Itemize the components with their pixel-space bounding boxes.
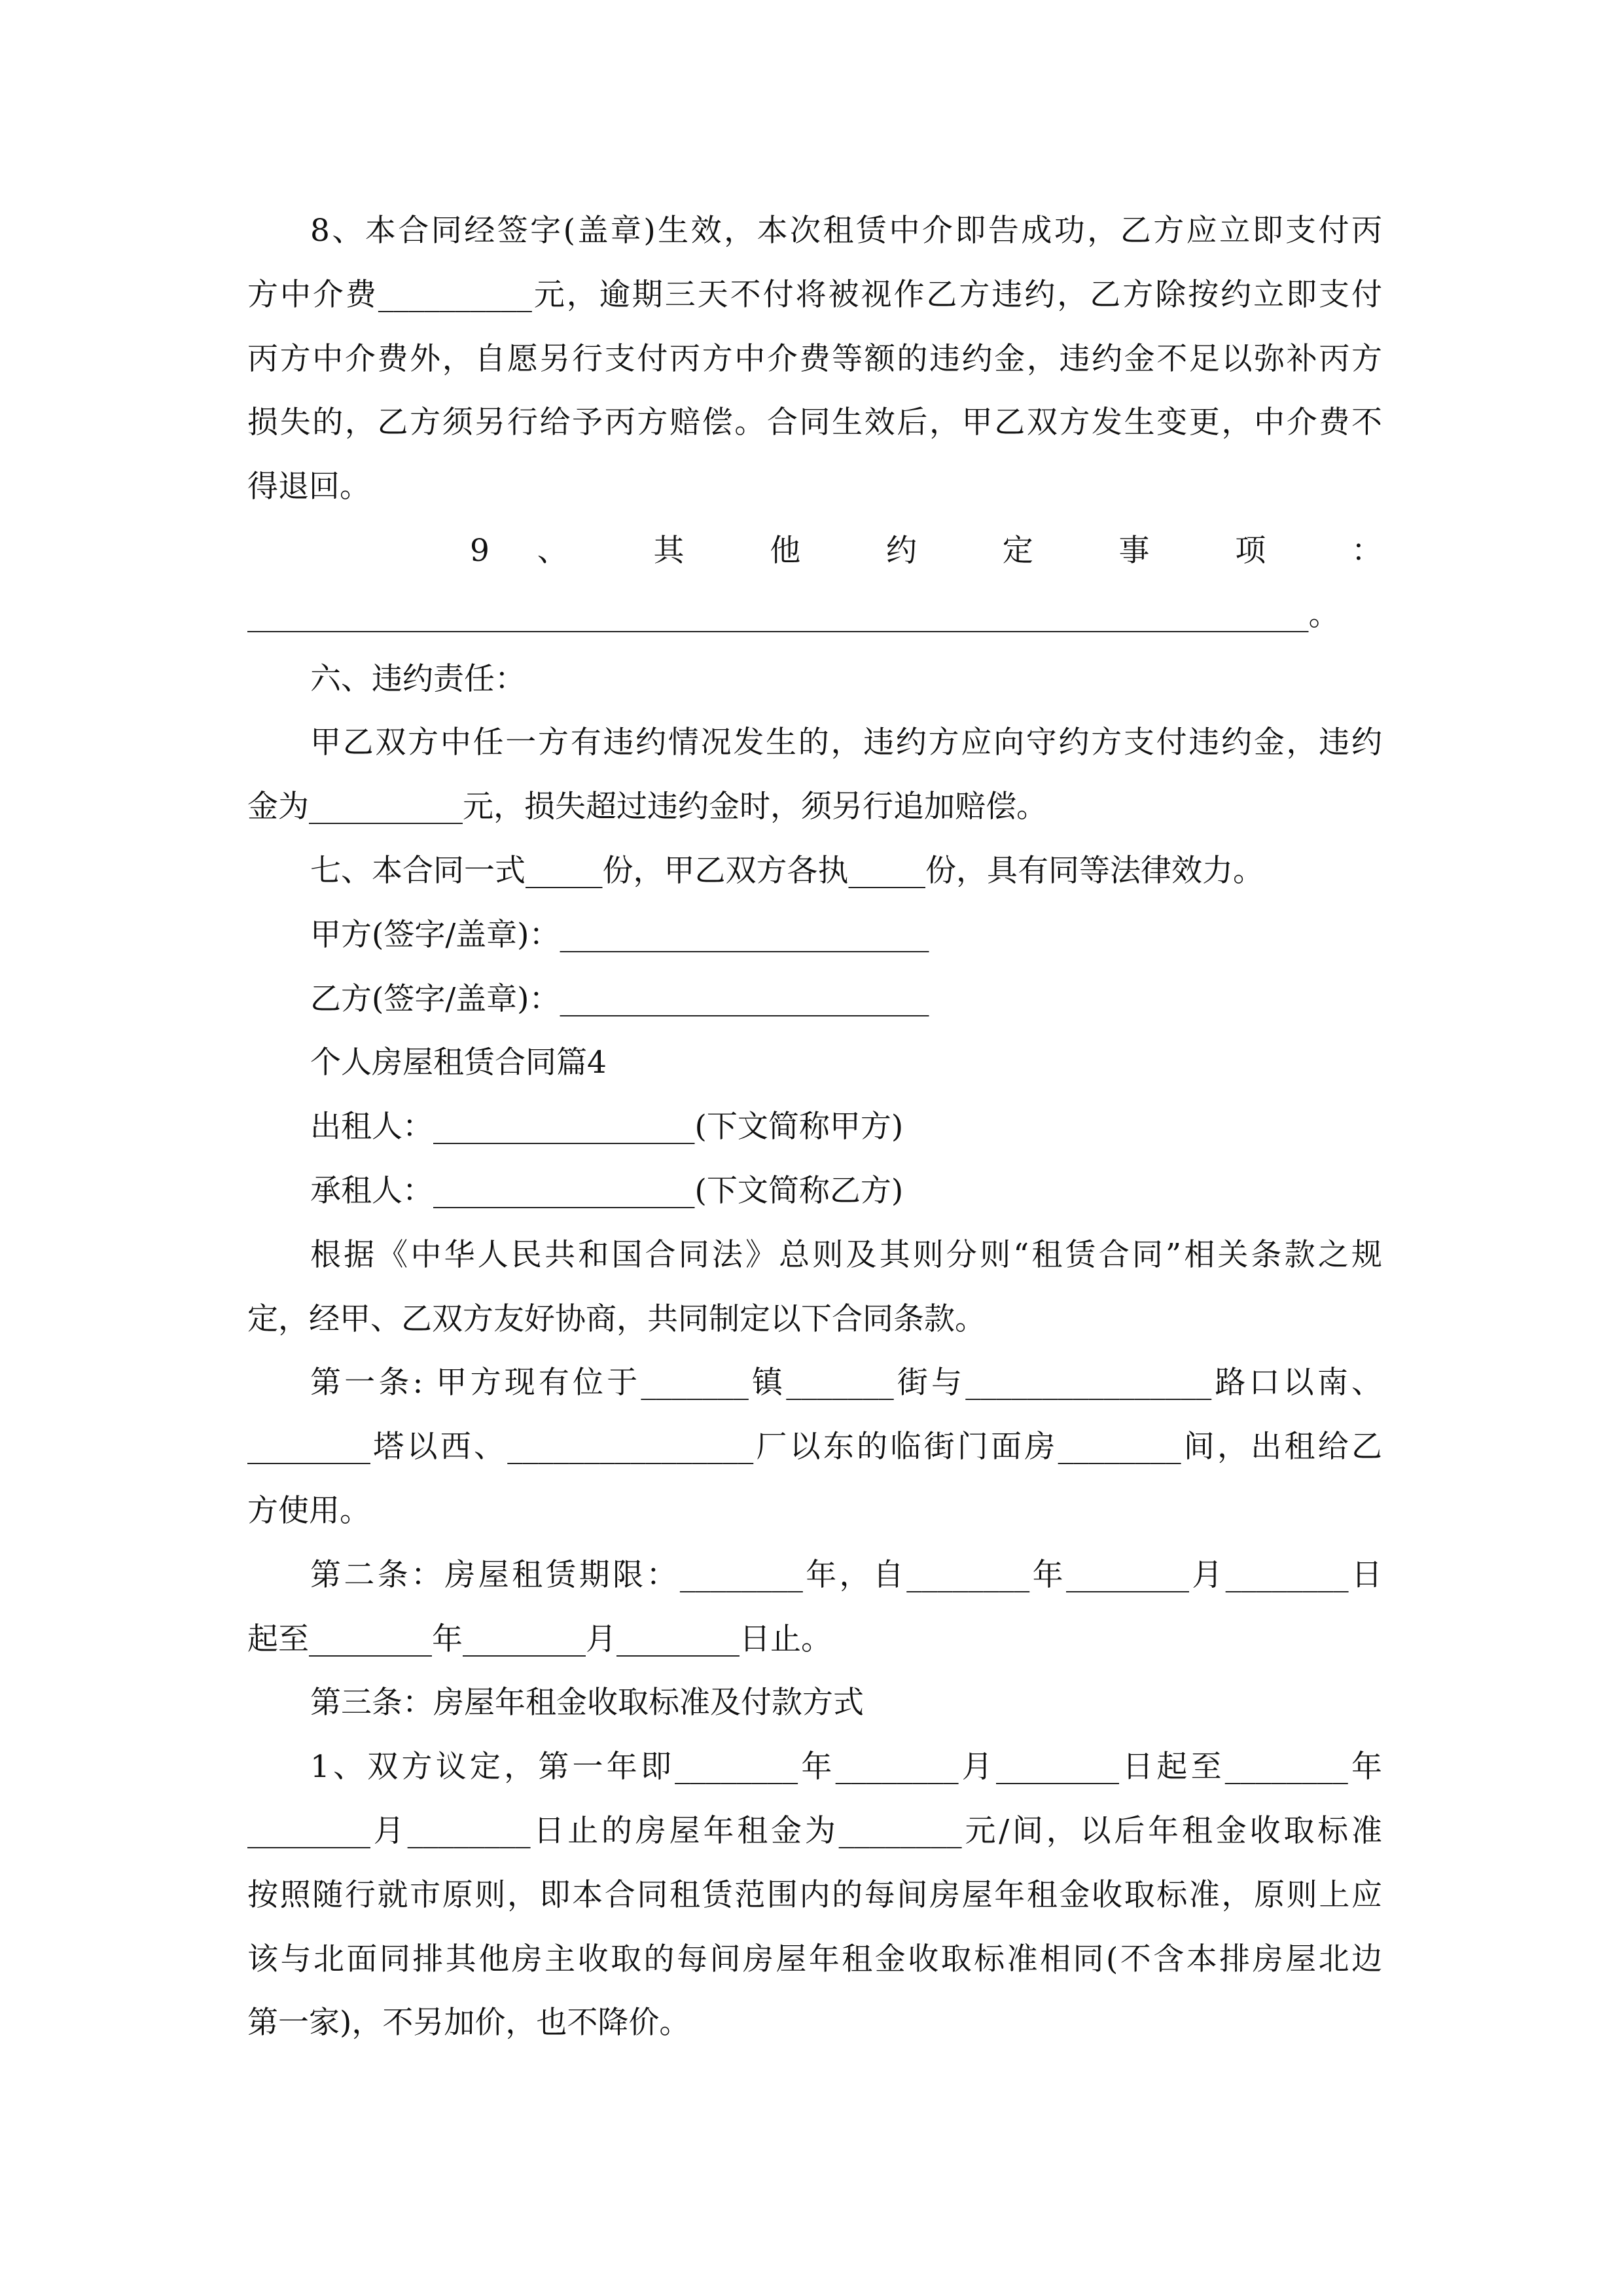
text-line: 个人房屋租赁合同篇4 (310, 1045, 607, 1081)
text-line: 第一条: 甲方现有位于_______镇_______街与________________路口以南、 (310, 1365, 1382, 1401)
text-line: 方使用。 (247, 1492, 370, 1529)
text-line: 七、本合同一式_____份，甲乙双方各执_____份，具有同等法律效力。 (310, 852, 1264, 889)
text-line: 9 、 其 他 约 定 事 项 ： (470, 532, 1382, 569)
text-line: 出租人：_________________(下文简称甲方) (310, 1109, 904, 1145)
text-line: 甲乙双方中任一方有违约情况发生的，违约方应向守约方支付违约金，违约 (310, 725, 1382, 761)
text-line: 六、违约责任： (310, 660, 526, 697)
fill-in-line: _____________________________________________________________________。 (247, 596, 1340, 633)
text-line: 该与北面同排其他房主收取的每间房屋年租金收取标准相同(不含本排房屋北边 (247, 1941, 1382, 1977)
text-line: 第三条：房屋年租金收取标准及付款方式 (310, 1685, 864, 1721)
text-line: 承租人：_________________(下文简称乙方) (310, 1172, 904, 1209)
text-line: 8、本合同经签字(盖章)生效，本次租赁中介即告成功，乙方应立即支付丙 (310, 213, 1382, 249)
text-line: 方中介费__________元，逾期三天不付将被视作乙方违约，乙方除按约立即支付 (247, 276, 1382, 313)
text-line: 得退回。 (247, 469, 370, 505)
text-line: 丙方中介费外，自愿另行支付丙方中介费等额的违约金，违约金不足以弥补丙方 (247, 340, 1382, 377)
text-line: ________月________日止的房屋年租金为________元/间，以后年租金收取标准 (247, 1812, 1382, 1849)
text-line: 第一家)，不另加价，也不降价。 (247, 2005, 690, 2041)
text-line: 甲方(签字/盖章)：________________________ (310, 916, 929, 953)
text-line: 起至________年________月________日止。 (247, 1621, 832, 1657)
text-line: 定，经甲、乙双方友好协商，共同制定以下合同条款。 (247, 1300, 986, 1337)
text-line: 金为__________元，损失超过违约金时，须另行追加赔偿。 (247, 789, 1047, 825)
text-line: 按照随行就市原则，即本合同租赁范围内的每间房屋年租金收取标准，原则上应 (247, 1876, 1382, 1913)
text-line: 第二条：房屋租赁期限：________年，自________年________月________日 (310, 1556, 1382, 1593)
text-line: 1、双方议定，第一年即________年________月________日起至________年 (310, 1749, 1382, 1785)
contract-page (247, 199, 1382, 2055)
text-line: 根据《中华人民共和国合同法》总则及其则分则“租赁合同”相关条款之规 (310, 1236, 1382, 1273)
text-line: ________塔以西、________________厂以东的临街门面房________间，出租给乙 (247, 1429, 1382, 1465)
text-line: 损失的，乙方须另行给予丙方赔偿。合同生效后，甲乙双方发生变更，中介费不 (247, 404, 1382, 441)
text-line: 乙方(签字/盖章)：________________________ (310, 980, 929, 1017)
